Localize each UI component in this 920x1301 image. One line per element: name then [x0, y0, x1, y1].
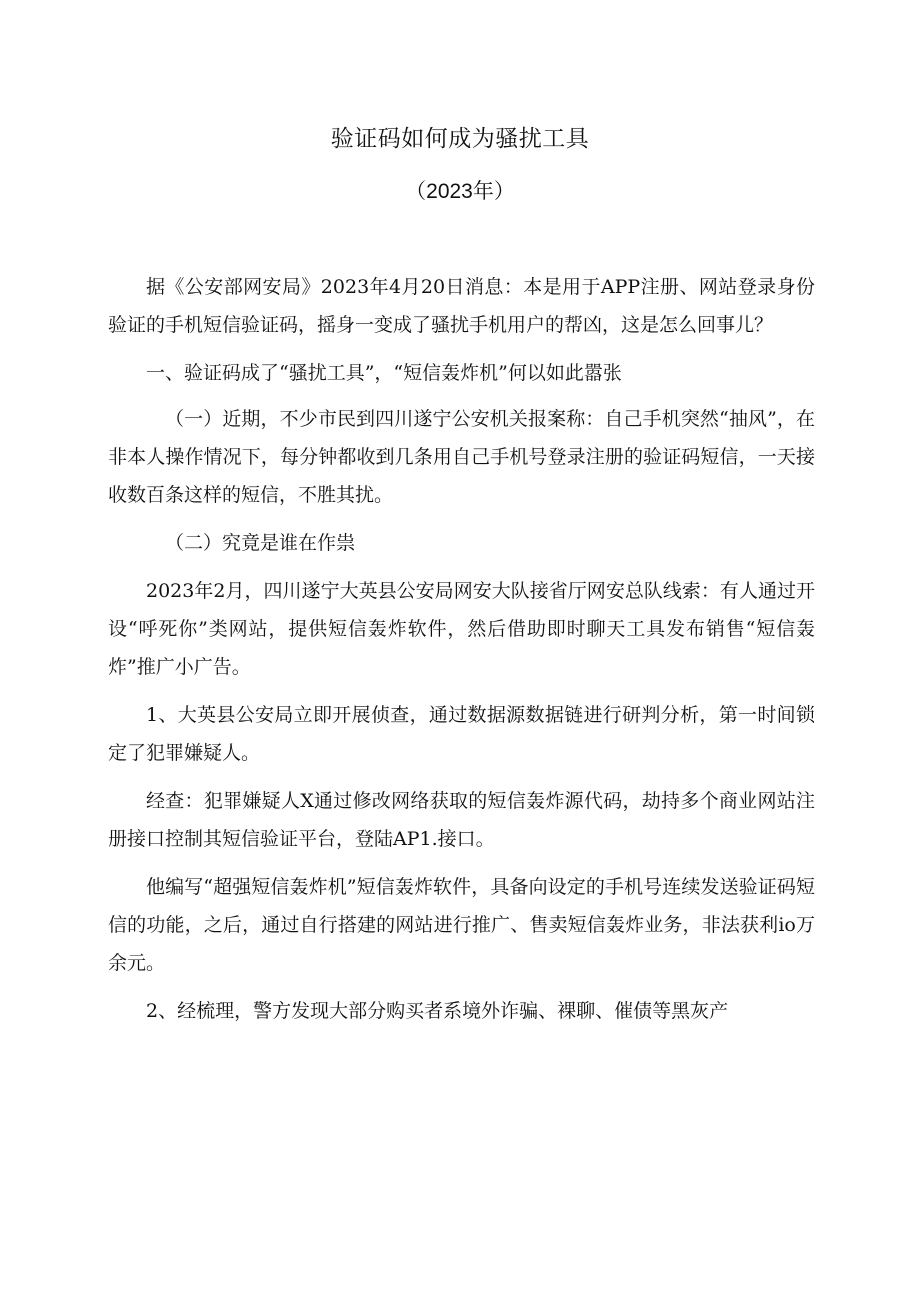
paragraph-software: 他编写“超强短信轰炸机”短信轰炸软件，具备向设定的手机号连续发送验证码短信的功能，之后，通过自行搭建的网站进行推广、售卖短信轰炸业务，非法获利io万余元。 [108, 876, 815, 974]
document-title: 验证码如何成为骚扰工具 [330, 126, 590, 152]
subsection-1: （一）近期，不少市民到四川遂宁公安机关报案称：自己手机突然“抽风”，在非本人操作情况下，每分钟都收到几条用自己手机号登录注册的验证码短信，一天接收数百条这样的短信，不胜其扰。 [108, 408, 815, 506]
section-heading-1: 一、验证码成了“骚扰工具”，“短信轰炸机”何以如此嚣张 [146, 362, 622, 384]
paragraph-investigation: 1、大英县公安局立即开展侦查，通过数据源数据链进行研判分析，第一时间锁定了犯罪嫌疑人。 [108, 704, 815, 764]
paragraph-findings: 经查：犯罪嫌疑人X通过修改网络获取的短信轰炸源代码，劫持多个商业网站注册接口控制其短信验证平台，登陆AP1.接口。 [108, 790, 815, 850]
subsection-2-heading: （二）究竟是谁在作祟 [165, 532, 356, 554]
document-subtitle: （2023年） [405, 180, 515, 203]
paragraph-case-background: 2023年2月，四川遂宁大英县公安局网安大队接省厅网安总队线索：有人通过开设“呼死你”类网站，提供短信轰炸软件，然后借助即时聊天工具发布销售“短信轰炸”推广小广告。 [108, 580, 815, 678]
paragraph-intro: 据《公安部网安局》2023年4月20日消息：本是用于APP注册、网站登录身份验证的手机短信验证码，摇身一变成了骚扰手机用户的帮凶，这是怎么回事儿？ [108, 276, 815, 336]
paragraph-buyers: 2、经梳理，警方发现大部分购买者系境外诈骗、裸聊、催债等黑灰产 [146, 1000, 729, 1022]
document-body [108, 268, 815, 1040]
